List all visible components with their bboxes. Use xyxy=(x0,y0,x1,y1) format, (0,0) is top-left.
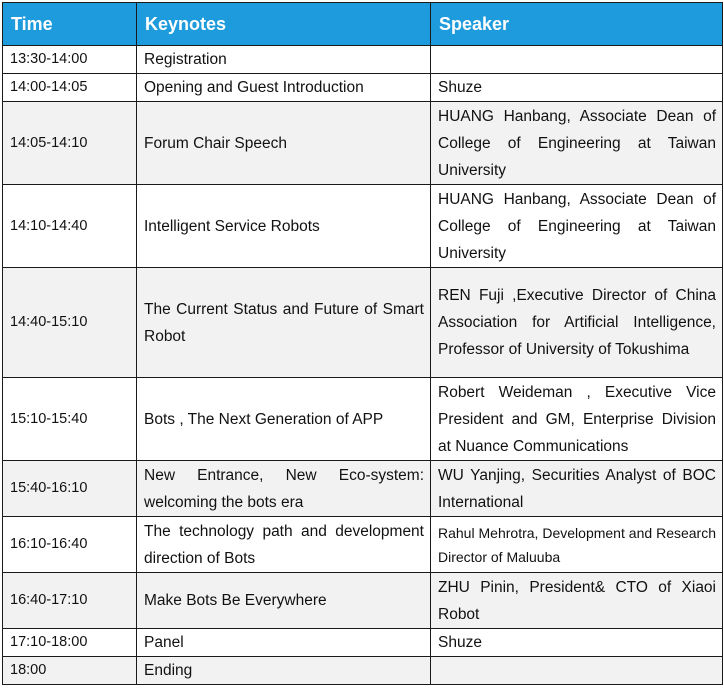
speaker-cell: Shuze xyxy=(431,74,723,102)
speaker-cell: HUANG Hanbang, Associate Dean of College of Engineering at Taiwan University xyxy=(431,185,723,268)
table-row xyxy=(3,268,723,378)
table-row xyxy=(3,46,723,74)
speaker-cell: REN Fuji ,Executive Director of China Association for Artificial Intelligence, Professor of University of Tokushima xyxy=(431,268,723,378)
keynote-cell: Intelligent Service Robots xyxy=(137,185,431,268)
keynote-cell: Make Bots Be Everywhere xyxy=(137,573,431,629)
speaker-cell: ZHU Pinin, President& CTO of Xiaoi Robot xyxy=(431,573,723,629)
speaker-cell: Shuze xyxy=(431,629,723,657)
header-time: Time xyxy=(3,3,137,46)
header-keynotes: Keynotes xyxy=(137,3,431,46)
time-cell: 14:40-15:10 xyxy=(3,268,137,378)
keynote-cell: The technology path and development direction of Bots xyxy=(137,517,431,573)
table-row xyxy=(3,378,723,461)
table-row xyxy=(3,629,723,657)
keynote-cell: Forum Chair Speech xyxy=(137,102,431,185)
table-row xyxy=(3,461,723,517)
speaker-cell: WU Yanjing, Securities Analyst of BOC International xyxy=(431,461,723,517)
keynote-cell: Ending xyxy=(137,657,431,685)
keynote-cell: Panel xyxy=(137,629,431,657)
time-cell: 15:10-15:40 xyxy=(3,378,137,461)
speaker-cell xyxy=(431,657,723,685)
keynote-cell: Opening and Guest Introduction xyxy=(137,74,431,102)
keynote-cell: Registration xyxy=(137,46,431,74)
table-row xyxy=(3,185,723,268)
agenda-table xyxy=(2,2,723,685)
keynote-cell: New Entrance, New Eco-system: welcoming the bots era xyxy=(137,461,431,517)
time-cell: 17:10-18:00 xyxy=(3,629,137,657)
speaker-cell: Robert Weideman , Executive Vice President and GM, Enterprise Division at Nuance Communications xyxy=(431,378,723,461)
header-speaker: Speaker xyxy=(431,3,723,46)
time-cell: 14:05-14:10 xyxy=(3,102,137,185)
header-row xyxy=(3,3,723,46)
table-row xyxy=(3,74,723,102)
time-cell: 14:10-14:40 xyxy=(3,185,137,268)
time-cell: 16:10-16:40 xyxy=(3,517,137,573)
speaker-cell: Rahul Mehrotra, Development and Research Director of Maluuba xyxy=(431,517,723,573)
time-cell: 18:00 xyxy=(3,657,137,685)
table-row xyxy=(3,102,723,185)
time-cell: 16:40-17:10 xyxy=(3,573,137,629)
speaker-cell: HUANG Hanbang, Associate Dean of College of Engineering at Taiwan University xyxy=(431,102,723,185)
keynote-cell: The Current Status and Future of Smart Robot xyxy=(137,268,431,378)
time-cell: 14:00-14:05 xyxy=(3,74,137,102)
speaker-cell xyxy=(431,46,723,74)
time-cell: 13:30-14:00 xyxy=(3,46,137,74)
table-row xyxy=(3,517,723,573)
table-row xyxy=(3,573,723,629)
time-cell: 15:40-16:10 xyxy=(3,461,137,517)
keynote-cell: Bots , The Next Generation of APP xyxy=(137,378,431,461)
table-row xyxy=(3,657,723,685)
